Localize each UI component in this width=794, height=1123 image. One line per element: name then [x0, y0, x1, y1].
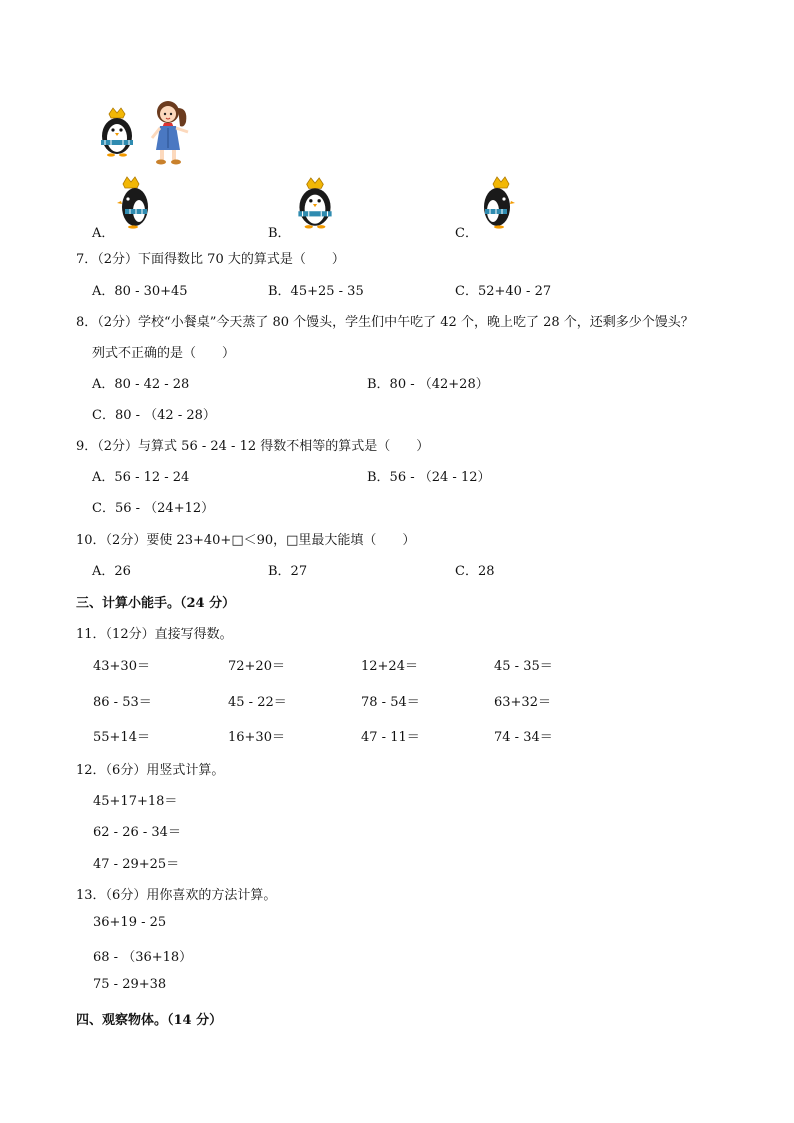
- q9-option-c[interactable]: C．56 - （24+12）: [92, 501, 215, 516]
- q8-option-c[interactable]: C．80 - （42 - 28）: [92, 408, 216, 423]
- girl-illustration: [144, 98, 196, 170]
- q13-item: 36+19 - 25: [93, 915, 167, 930]
- q7-option-b[interactable]: B．45+25 - 35: [268, 284, 364, 299]
- q8-option-a[interactable]: A．80 - 42 - 28: [92, 377, 190, 392]
- q13-item: 75 - 29+38: [93, 977, 167, 992]
- section-3-heading: 三、计算小能手。（24 分）: [76, 596, 236, 611]
- q13-stem: 13．（6分）用你喜欢的方法计算。: [76, 888, 277, 903]
- q7-option-c[interactable]: C．52+40 - 27: [455, 284, 552, 299]
- section-4-heading: 四、观察物体。（14 分）: [76, 1013, 223, 1028]
- q12-item: 47 - 29+25＝: [93, 857, 180, 872]
- q9-stem: 9．（2分）与算式 56 - 24 - 12 得数不相等的算式是（ ）: [76, 439, 430, 454]
- penguin-side-c-illustration: [477, 177, 517, 231]
- q11-item: 16+30＝: [228, 730, 285, 745]
- q11-item: 55+14＝: [93, 730, 150, 745]
- q11-item: 63+32＝: [494, 695, 551, 710]
- q6-option-c-label[interactable]: C．: [455, 226, 478, 241]
- q12-item: 45+17+18＝: [93, 794, 178, 809]
- q10-option-c[interactable]: C．28: [455, 564, 495, 579]
- q11-item: 12+24＝: [361, 659, 418, 674]
- q11-item: 43+30＝: [93, 659, 150, 674]
- q11-item: 47 - 11＝: [361, 730, 420, 745]
- q11-item: 45 - 35＝: [494, 659, 553, 674]
- q10-option-a[interactable]: A．26: [92, 564, 131, 579]
- q8-stem: 8．（2分）学校“小餐桌”今天蒸了 80 个馒头，学生们中午吃了 42 个，晚上吃了 28 个，还剩多少个馒头？: [76, 315, 694, 330]
- q13-item: 68 - （36+18）: [93, 950, 193, 965]
- q7-option-a[interactable]: A．80 - 30+45: [92, 284, 188, 299]
- q8-stem-line2: 列式不正确的是（ ）: [92, 346, 236, 361]
- q11-item: 74 - 34＝: [494, 730, 553, 745]
- q11-stem: 11．（12分）直接写得数。: [76, 627, 233, 642]
- q6-option-a-label[interactable]: A．: [92, 226, 115, 241]
- penguin-side-a-illustration: [115, 177, 155, 231]
- q8-option-b[interactable]: B．80 - （42+28）: [367, 377, 489, 392]
- penguin-front-b-illustration: [292, 178, 338, 232]
- penguin-front-illustration: [95, 108, 139, 160]
- q9-option-a[interactable]: A．56 - 12 - 24: [92, 470, 190, 485]
- q10-option-b[interactable]: B．27: [268, 564, 308, 579]
- q12-stem: 12．（6分）用竖式计算。: [76, 763, 225, 778]
- q12-item: 62 - 26 - 34＝: [93, 825, 181, 840]
- q9-option-b[interactable]: B．56 - （24 - 12）: [367, 470, 491, 485]
- q11-item: 86 - 53＝: [93, 695, 152, 710]
- q10-stem: 10．（2分）要使 23+40+□＜90，□里最大能填（ ）: [76, 533, 416, 548]
- q6-option-b-label[interactable]: B．: [268, 226, 291, 241]
- q11-item: 78 - 54＝: [361, 695, 420, 710]
- q11-item: 45 - 22＝: [228, 695, 287, 710]
- q11-item: 72+20＝: [228, 659, 285, 674]
- q7-stem: 7．（2分）下面得数比 70 大的算式是（ ）: [76, 252, 345, 267]
